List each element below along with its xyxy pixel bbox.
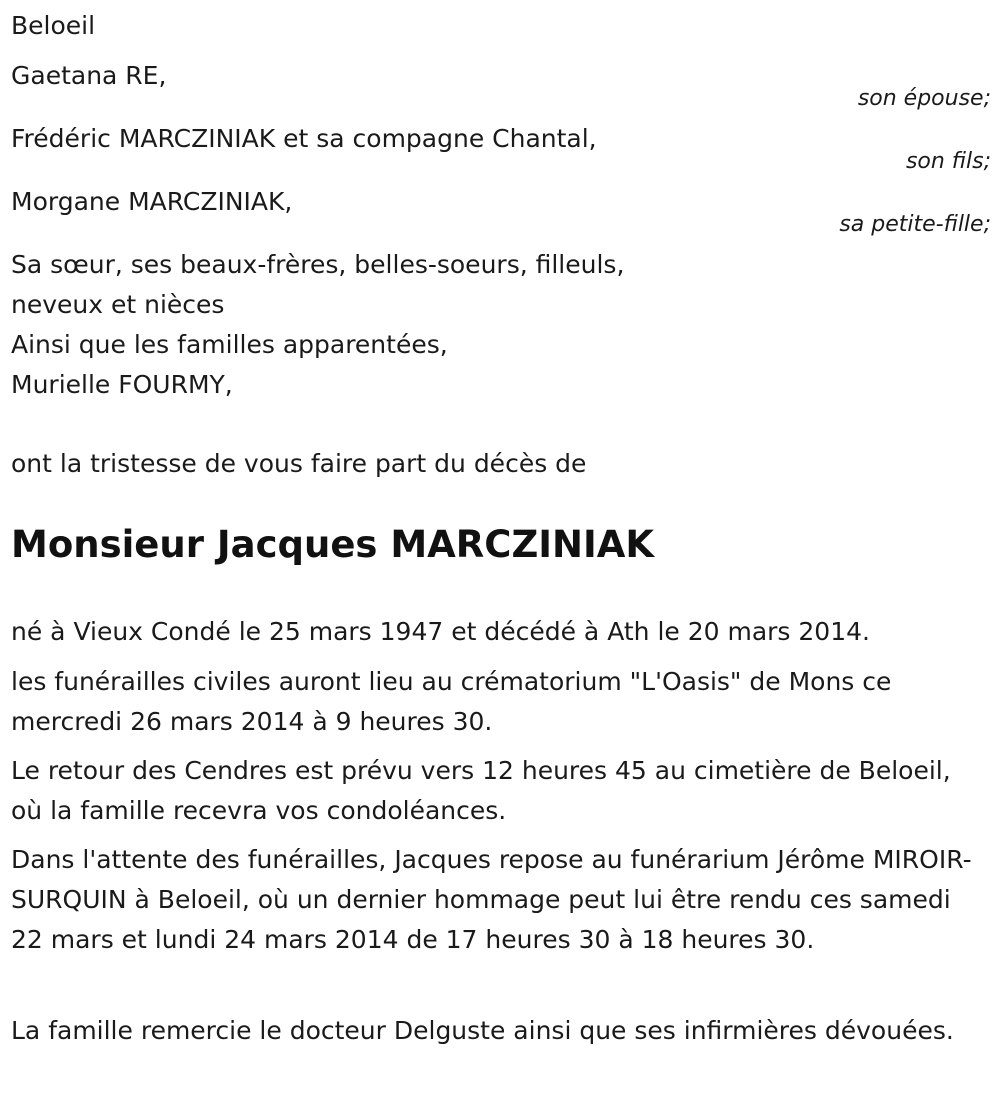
thanks-paragraph: La famille remercie le docteur Delguste ainsi que ses infirmières dévouées. (11, 1016, 954, 1045)
viewing-paragraph: Dans l'attente des funérailles, Jacques repose au funérarium Jérôme MIROIR-SURQUIN à Beloeil, où un dernier hommage peut lui être rendu ces samedi 22 mars et lundi 24 mars 2014 de 17 heures 30 à 18 heures 30. (11, 845, 972, 954)
family-member-role: son épouse; (857, 86, 991, 111)
family-member-role: sa petite-fille; (839, 212, 991, 237)
other-family-line: neveux et nièces (11, 290, 225, 319)
deceased-name: Monsieur Jacques MARCZINIAK (11, 523, 655, 566)
family-member-name: Frédéric MARCZINIAK et sa compagne Chantal, (11, 124, 597, 153)
other-family-line: Murielle FOURMY, (11, 370, 233, 399)
family-member-name: Gaetana RE, (11, 61, 167, 90)
announcement-text: ont la tristesse de vous faire part du décès de (11, 449, 587, 478)
family-member-name: Morgane MARCZINIAK, (11, 187, 293, 216)
ashes-paragraph: Le retour des Cendres est prévu vers 12 heures 45 au cimetière de Beloeil, où la famille recevra vos condoléances. (11, 756, 951, 825)
birth-death-paragraph: né à Vieux Condé le 25 mars 1947 et décédé à Ath le 20 mars 2014. (11, 617, 870, 646)
other-family-line: Sa sœur, ses beaux-frères, belles-soeurs, filleuls, (11, 250, 625, 279)
other-family-line: Ainsi que les familles apparentées, (11, 330, 448, 359)
funeral-paragraph: les funérailles civiles auront lieu au crématorium "L'Oasis" de Mons ce mercredi 26 mars 2014 à 9 heures 30. (11, 667, 892, 736)
family-member-role: son fils; (905, 149, 991, 174)
location-label: Beloeil (11, 11, 96, 40)
